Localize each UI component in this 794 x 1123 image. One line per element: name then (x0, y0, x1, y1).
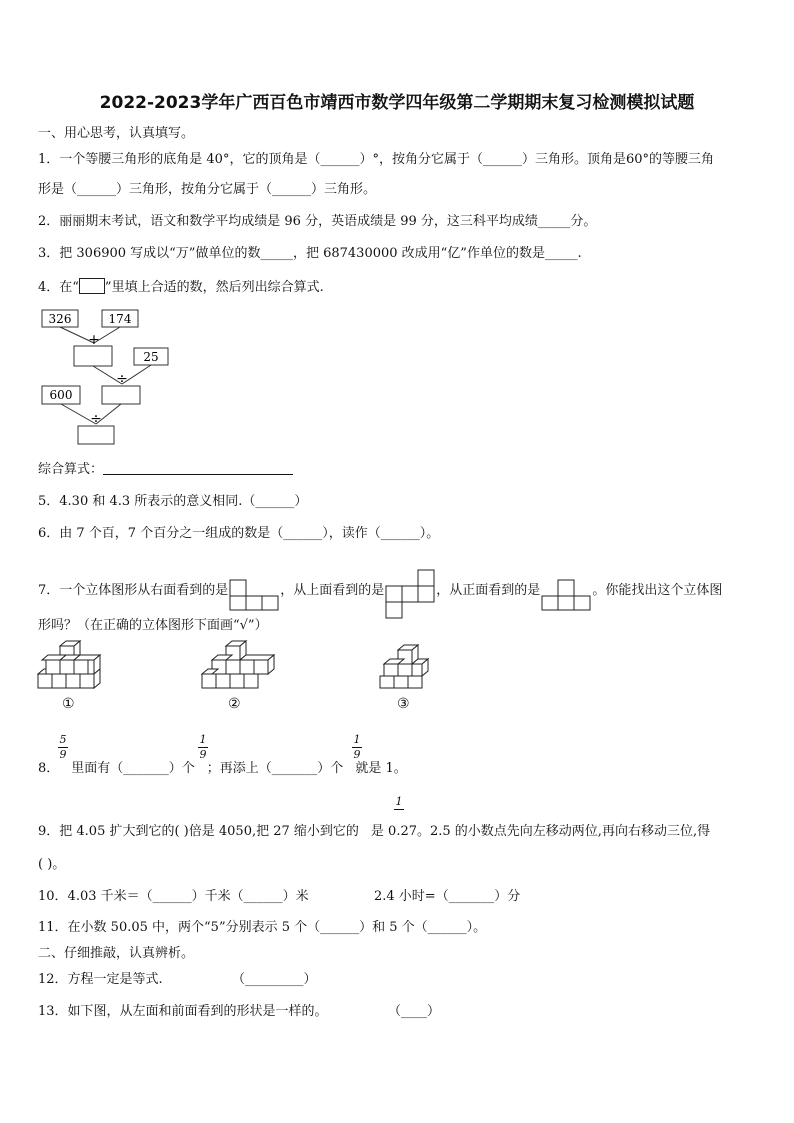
fraction-numerator: 1 (199, 733, 207, 746)
tree-value-25: 25 (143, 350, 159, 364)
cube-figure-1-icon (36, 640, 106, 692)
tree-blank-box-2 (102, 386, 140, 404)
question-4-text-before: 4．在“ (38, 280, 79, 295)
formula-label: 综合算式： (38, 462, 104, 477)
question-8-text-c: ；再添上（_______）个 (206, 761, 344, 776)
tree-operator-divide-1: ÷ (116, 371, 128, 387)
question-13: 13．如下图，从左面和前面看到的形状是一样的。 (38, 1004, 328, 1019)
question-7-text-4: 。你能找出这个立体图 (592, 583, 723, 598)
question-5: 5．4.30 和 4.3 所表示的意义相同.（______） (38, 494, 308, 509)
fraction-numerator: 1 (395, 795, 403, 808)
question-10-part-b: 2.4 小时=（_______）分 (374, 889, 521, 904)
fraction-denominator: 9 (199, 748, 207, 761)
tree-value-326: 326 (48, 312, 72, 326)
question-9-text-a: 9．把 4.05 扩大到它的( )倍是 4050,把 27 缩小到它的 (38, 824, 359, 839)
blank-box-icon (79, 278, 105, 294)
question-3: 3．把 306900 写成以“万”做单位的数_____，把 687430000 改成用“亿”作单位的数是_____. (38, 246, 582, 261)
question-11: 11．在小数 50.05 中，两个“5”分别表示 5 个（______）和 5 个（______）。 (38, 920, 487, 935)
right-view-icon (228, 578, 280, 612)
cube-figure-2-icon (200, 640, 276, 692)
question-9-line-1 (38, 820, 710, 839)
fraction-denominator: 9 (59, 748, 67, 761)
figure-label-3: ③ (397, 696, 410, 712)
tree-value-174: 174 (108, 312, 132, 326)
fraction-numerator: 1 (353, 733, 361, 746)
question-12: 12．方程一定是等式. (38, 972, 163, 987)
tree-blank-box-3 (78, 426, 114, 444)
tree-operator-plus: + (88, 332, 100, 348)
calculation-tree-diagram (38, 306, 188, 448)
question-13-answer: （____） (388, 1004, 441, 1019)
question-8-prefix: 8． (38, 761, 60, 776)
question-7-line-1 (38, 568, 722, 620)
question-9-line-2: ( )。 (38, 857, 66, 872)
figure-label-1: ① (62, 696, 75, 712)
cube-figure-3-icon (378, 640, 434, 692)
fraction-numerator: 5 (59, 733, 67, 746)
question-4-text-after: ”里填上合适的数，然后列出综合算式. (104, 280, 324, 295)
tree-operator-divide-2: ÷ (90, 411, 102, 427)
question-1-line-1: 1．一个等腰三角形的底角是 40°，它的顶角是（______）°，按角分它属于（______）三角形。顶角是60°的等腰三角 (38, 152, 714, 167)
question-8 (38, 757, 407, 776)
page-title: 2022-2023学年广西百色市靖西市数学四年级第二学期期末复习检测模拟试题 (99, 93, 695, 113)
question-12-answer: （_________） (232, 972, 317, 987)
section-heading-2: 二、仔细推敲，认真辨析。 (38, 946, 195, 961)
front-view-icon (540, 578, 592, 612)
tree-value-600: 600 (49, 388, 73, 402)
formula-line (38, 458, 293, 477)
section-heading-1: 一、用心思考，认真填写。 (38, 126, 195, 141)
fraction-denominator: 9 (353, 748, 361, 761)
formula-answer-underline (103, 462, 293, 475)
tree-blank-box-1 (74, 346, 112, 366)
question-8-text-d: 就是 1。 (355, 761, 407, 776)
question-9-text-b: 是 0.27。2.5 的小数点先向左移动两位,再向右移动三位,得 (370, 824, 711, 839)
question-2: 2．丽丽期末考试，语文和数学平均成绩是 96 分，英语成绩是 99 分，这三科平均成绩_____分。 (38, 214, 597, 229)
question-7-text-2: ，从上面看到的是 (280, 583, 385, 598)
question-7-line-2: 形吗？（在正确的立体图形下面画“√”） (38, 618, 268, 633)
question-7-text-3: ，从正面看到的是 (436, 583, 541, 598)
top-view-icon (384, 568, 436, 620)
fraction-1-blank (394, 796, 404, 823)
question-8-text-b: 里面有（_______）个 (71, 761, 195, 776)
question-1-line-2: 形是（______）三角形，按角分它属于（______）三角形。 (38, 182, 377, 197)
question-4 (38, 276, 324, 295)
figure-label-2: ② (228, 696, 241, 712)
question-6: 6．由 7 个百，7 个百分之一组成的数是（______），读作（______）。 (38, 526, 440, 541)
question-7-text-1: 7．一个立体图形从右面看到的是 (38, 583, 229, 598)
question-10-part-a: 10．4.03 千米＝（______）千米（______）米 (38, 889, 309, 904)
